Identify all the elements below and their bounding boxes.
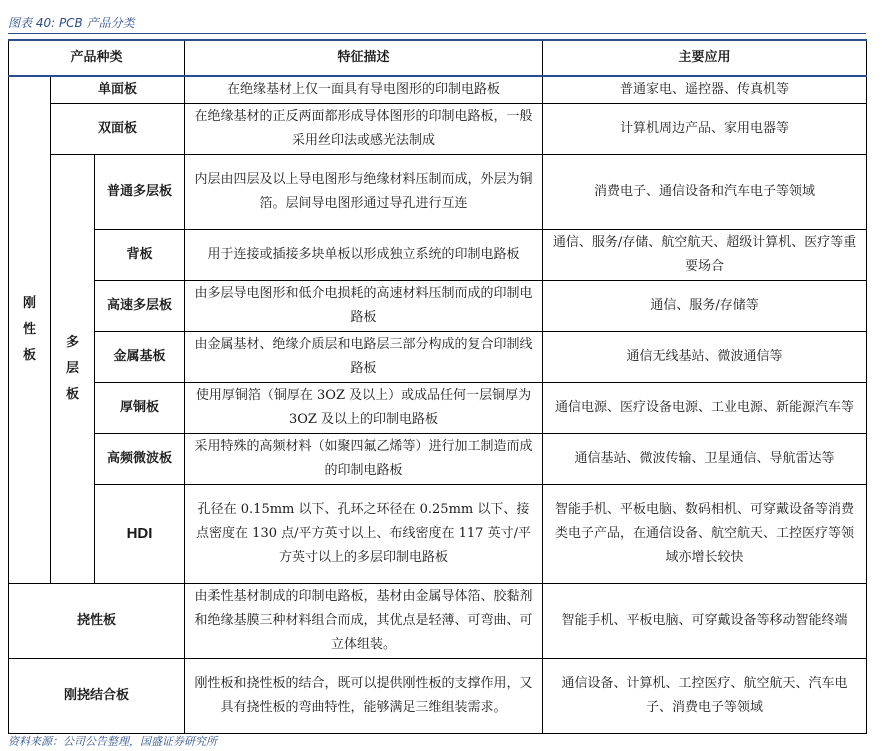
row-app: 智能手机、平板电脑、数码相机、可穿戴设备等消费类电子产品，在通信设备、航空航天、工控医疗等领域亦增长较快: [543, 485, 867, 584]
row-feature: 由金属基材、绝缘介质层和电路层三部分构成的复合印制线路板: [185, 332, 543, 383]
group-multilayer: [51, 155, 95, 584]
row-app: 通信基站、微波传输、卫星通信、导航雷达等: [543, 434, 867, 485]
row-feature: 内层由四层及以上导电图形与绝缘材料压制而成，外层为铜箔。层间导电图形通过导孔进行互连: [185, 155, 543, 230]
row-app: 计算机周边产品、家用电器等: [543, 104, 867, 155]
header-features: 特征描述: [185, 40, 543, 76]
row-feature: 使用厚铜箔（铜厚在 3OZ 及以上）或成品任何一层铜厚为 3OZ 及以上的印制电路板: [185, 383, 543, 434]
row-app: 普通家电、遥控器、传真机等: [543, 76, 867, 104]
header-category: 产品种类: [9, 40, 185, 76]
row-app: 通信无线基站、微波通信等: [543, 332, 867, 383]
table-row: [9, 383, 867, 434]
header-row: [9, 40, 867, 76]
table-row: [9, 281, 867, 332]
row-feature: 采用特殊的高频材料（如聚四氟乙烯等）进行加工制造而成的印制电路板: [185, 434, 543, 485]
table-row: [9, 659, 867, 734]
row-feature: 在绝缘基材的正反两面都形成导体图形的印制电路板，一般采用丝印法或感光法制成: [185, 104, 543, 155]
row-name: 单面板: [51, 76, 185, 104]
table-row: [9, 155, 867, 230]
source-note: 资料来源：公司公告整理，国盛证券研究所: [8, 735, 217, 748]
table-row: [9, 485, 867, 584]
row-name: 高速多层板: [95, 281, 185, 332]
row-app: 消费电子、通信设备和汽车电子等领域: [543, 155, 867, 230]
table-caption: 图表 40: PCB 产品分类: [8, 16, 135, 30]
group-rigid: [9, 76, 51, 584]
row-feature: 在绝缘基材上仅一面具有导电图形的印制电路板: [185, 76, 543, 104]
table-row: [9, 76, 867, 104]
row-name: 金属基板: [95, 332, 185, 383]
group-rigid-label: 刚性板: [23, 296, 37, 363]
table-row: [9, 332, 867, 383]
row-app: 通信、服务/存储、航空航天、超级计算机、医疗等重要场合: [543, 230, 867, 281]
pcb-classification-table: [8, 39, 867, 734]
row-feature: 刚性板和挠性板的结合，既可以提供刚性板的支撑作用，又具有挠性板的弯曲特性，能够满足三维组装需求。: [185, 659, 543, 734]
table-row: [9, 584, 867, 659]
row-feature: 由柔性基材制成的印制电路板，基材由金属导体箔、胶黏剂和绝缘基膜三种材料组合而成，其优点是轻薄、可弯曲、可立体组装。: [185, 584, 543, 659]
caption-rule: [8, 33, 866, 34]
row-app: 通信、服务/存储等: [543, 281, 867, 332]
row-name: 挠性板: [9, 584, 185, 659]
table-row: [9, 104, 867, 155]
header-applications: 主要应用: [543, 40, 867, 76]
row-app: 通信设备、计算机、工控医疗、航空航天、汽车电子、消费电子等领域: [543, 659, 867, 734]
row-name: 刚挠结合板: [9, 659, 185, 734]
row-feature: 用于连接或插接多块单板以形成独立系统的印制电路板: [185, 230, 543, 281]
row-app: 智能手机、平板电脑、可穿戴设备等移动智能终端: [543, 584, 867, 659]
row-feature: 由多层导电图形和低介电损耗的高速材料压制而成的印制电路板: [185, 281, 543, 332]
group-multilayer-label: 多层板: [66, 335, 80, 402]
row-feature: 孔径在 0.15mm 以下、孔环之环径在 0.25mm 以下、接点密度在 130 点/平方英寸以上、布线密度在 117 英寸/平方英寸以上的多层印制电路板: [185, 485, 543, 584]
row-name: HDI: [95, 485, 185, 584]
table-row: [9, 230, 867, 281]
row-name: 普通多层板: [95, 155, 185, 230]
row-name: 背板: [95, 230, 185, 281]
row-app: 通信电源、医疗设备电源、工业电源、新能源汽车等: [543, 383, 867, 434]
row-name: 双面板: [51, 104, 185, 155]
row-name: 厚铜板: [95, 383, 185, 434]
row-name: 高频微波板: [95, 434, 185, 485]
table-row: [9, 434, 867, 485]
